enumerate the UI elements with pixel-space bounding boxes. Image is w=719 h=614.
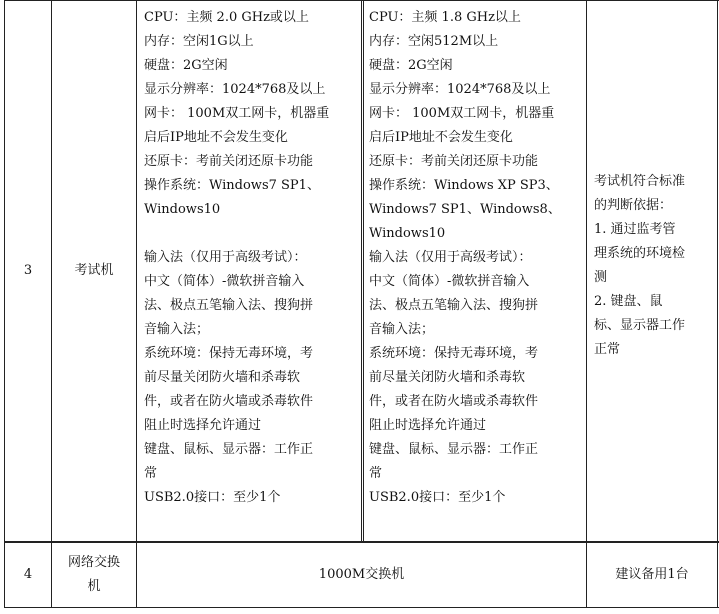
text-line: 网卡： 100M双工网卡，机器重 [369, 106, 555, 121]
text-line: 硬盘：2G空闲 [369, 58, 453, 73]
text-line: 音输入法； [144, 322, 210, 337]
text-line: 显示分辨率：1024*768及以上 [369, 82, 551, 97]
text-line: 操作系统：Windows7 SP1、 [144, 178, 320, 193]
text-line: Windows10 [369, 226, 446, 241]
text-line: 1. 通过监考管 [594, 222, 676, 237]
text-line: 阻止时选择允许通过 [369, 418, 487, 433]
text-line: 系统环境：保持无毒环境，考 [144, 346, 314, 361]
row-3-item: 考试机 [74, 263, 114, 278]
text-line: USB2.0接口：至少1个 [144, 490, 281, 505]
row-3-remark [594, 170, 716, 380]
col-divider-2 [136, 0, 137, 608]
text-line: 启后IP地址不会发生变化 [144, 130, 288, 145]
text-line: 输入法（仅用于高级考试）： [369, 250, 532, 265]
text-line: 还原卡：考前关闭还原卡功能 [369, 154, 539, 169]
text-line: 的判断依据： [594, 198, 673, 213]
row-3-advanced-requirements [144, 6, 362, 536]
text-line: 测 [594, 270, 608, 285]
text-line: 件，或者在防火墙或杀毒软件 [369, 394, 539, 409]
text-line: 还原卡：考前关闭还原卡功能 [144, 154, 314, 169]
row-4-item-line-2: 机 [87, 579, 101, 594]
text-line: 考试机符合标准 [594, 174, 686, 189]
text-line: CPU：主频 2.0 GHz或以上 [144, 10, 309, 25]
text-line: 2. 键盘、鼠 [594, 294, 663, 309]
text-line: 显示分辨率：1024*768及以上 [144, 82, 326, 97]
text-line: 法、极点五笔输入法、搜狗拼 [144, 298, 314, 313]
text-line: Windows7 SP1、Windows8、 [369, 202, 561, 217]
text-line: 操作系统：Windows XP SP3、 [369, 178, 559, 193]
table-border-bottom [4, 607, 719, 608]
text-line: 常 [369, 466, 383, 481]
row-4-item-line-1: 网络交换 [67, 555, 120, 570]
text-line: 中文（简体）-微软拼音输入 [369, 274, 530, 289]
row-4-remark: 建议备用1台 [615, 567, 689, 582]
text-line: 理系统的环境检 [594, 246, 686, 261]
text-line: 法、极点五笔输入法、搜狗拼 [369, 298, 539, 313]
text-line: 前尽量关闭防火墙和杀毒软 [144, 370, 301, 385]
text-line: 内存：空闲1G以上 [144, 34, 254, 49]
text-line: 前尽量关闭防火墙和杀毒软 [369, 370, 526, 385]
row-3-basic-requirements [369, 6, 585, 536]
row-3-index: 3 [23, 263, 33, 278]
text-line: 常 [144, 466, 158, 481]
col-divider-4 [586, 0, 587, 608]
text-line: 内存：空闲512M以上 [369, 34, 499, 49]
text-line: USB2.0接口：至少1个 [369, 490, 506, 505]
text-line: 音输入法； [369, 322, 435, 337]
text-line: 标、显示器工作 [594, 318, 686, 333]
text-line: Windows10 [144, 202, 221, 217]
row-4-requirement: 1000M交换机 [318, 567, 405, 582]
col-divider-3b [363, 0, 364, 541]
text-line: 网卡： 100M双工网卡，机器重 [144, 106, 330, 121]
row-4-index: 4 [23, 567, 33, 582]
table-border-right [717, 0, 718, 608]
text-line: 硬盘：2G空闲 [144, 58, 228, 73]
text-line [144, 222, 362, 246]
text-line: CPU：主频 1.8 GHz以上 [369, 10, 521, 25]
text-line: 中文（简体）-微软拼音输入 [144, 274, 305, 289]
text-line: 启后IP地址不会发生变化 [369, 130, 513, 145]
text-line: 阻止时选择允许通过 [144, 418, 262, 433]
row-4-item [52, 543, 136, 607]
text-line: 键盘、鼠标、显示器：工作正 [369, 442, 539, 457]
text-line: 系统环境：保持无毒环境，考 [369, 346, 539, 361]
text-line: 键盘、鼠标、显示器：工作正 [144, 442, 314, 457]
text-line: 件，或者在防火墙或杀毒软件 [144, 394, 314, 409]
text-line: 输入法（仅用于高级考试）： [144, 250, 307, 265]
text-line: 正常 [594, 342, 621, 357]
